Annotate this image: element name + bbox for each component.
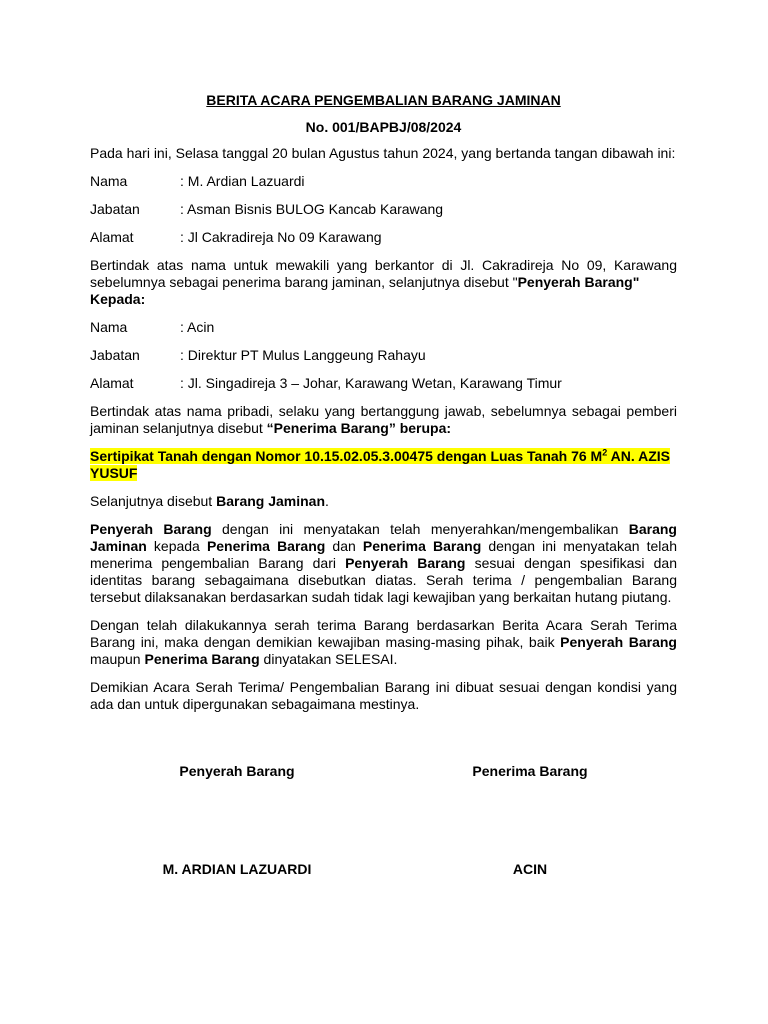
party2-address-label: Alamat	[90, 375, 134, 391]
highlight-sup: 2	[602, 447, 608, 458]
party2-position-value: : Direktur PT Mulus Langgeung Rahayu	[180, 347, 426, 363]
paragraph-party1-role	[90, 257, 677, 308]
party1-position-label: Jabatan	[90, 201, 140, 217]
para4-t6: dan	[325, 538, 363, 554]
para4-t2: dengan ini menyatakan telah menyerahkan/mengembalikan	[211, 521, 629, 537]
party1-name-value: : M. Ardian Lazuardi	[180, 173, 305, 189]
para5-t5: dinyatakan SELESAI.	[259, 651, 398, 667]
party1-position-row	[90, 201, 677, 218]
paragraph-closing: Demikian Acara Serah Terima/ Pengembalian Barang ini dibuat sesuai dengan kondisi yang ada dan untuk dipergunakan sebagaimana mestinya.	[90, 679, 677, 712]
collateral-description	[90, 448, 677, 482]
para3-bold: Barang Jaminan	[216, 493, 326, 509]
paragraph-handover	[90, 521, 677, 606]
para4-t1: Penyerah Barang	[90, 521, 212, 537]
para5-t1: Dengan telah dilakukannya serah terima Barang berdasarkan Berita Acara Serah Terima Barang ini, maka dengan demikian kewajiban masing-masing pihak, baik	[90, 617, 677, 650]
document-number: No. 001/BAPBJ/08/2024	[305, 119, 462, 135]
party2-name-row	[90, 319, 677, 336]
para5-t2: Penyerah Barang	[560, 634, 677, 650]
para4-t9: Penyerah Barang	[345, 555, 466, 571]
para5-t4: Penerima Barang	[144, 651, 260, 667]
paragraph-completion	[90, 617, 677, 668]
para4-t7: Penerima Barang	[362, 538, 482, 554]
signature-left-role: Penyerah Barang	[179, 763, 295, 779]
highlight-a: Sertipikat Tanah dengan Nomor 10.15.02.05.3.00475 dengan Luas Tanah 76 M	[90, 448, 603, 464]
party2-address-value: : Jl. Singadireja 3 – Johar, Karawang Wetan, Karawang Timur	[180, 375, 562, 391]
para5-t3: maupun	[90, 651, 145, 667]
para1-bold: Penyerah Barang"	[517, 274, 640, 290]
signature-right-role: Penerima Barang	[472, 763, 588, 779]
party2-position-label: Jabatan	[90, 347, 140, 363]
party2-position-row	[90, 347, 677, 364]
party1-position-value: : Asman Bisnis BULOG Kancab Karawang	[180, 201, 444, 217]
signature-right-name: ACIN	[512, 861, 548, 877]
para4-t4: kepada	[146, 538, 207, 554]
para4-t10: sesuai dengan spesifikasi dan identitas barang sebagaimana disebutkan diatas. Serah terima / pengembalian Barang tersebut dilaksanakan berdasarkan sudah tidak lagi kewajiban yang berkaitan hutang piutang.	[90, 555, 677, 605]
para4-t3: Barang Jaminan	[90, 521, 677, 554]
party1-name-label: Nama	[90, 173, 128, 189]
para1-kepada: Kepada:	[90, 291, 146, 307]
paragraph-collateral-ref	[90, 493, 677, 510]
para4-t8: dengan ini menyatakan telah menerima pengembalian Barang dari	[90, 538, 677, 571]
intro-text: Pada hari ini, Selasa tanggal 20 bulan Agustus tahun 2024, yang bertanda tangan dibawah ini:	[90, 145, 676, 161]
paragraph-party2-role	[90, 403, 677, 437]
para3-text: Selanjutnya disebut	[90, 493, 217, 509]
para4-t5: Penerima Barang	[206, 538, 326, 554]
party2-name-value: : Acin	[180, 319, 215, 335]
party2-address-row	[90, 375, 677, 392]
party1-name-row	[90, 173, 677, 190]
party1-address-row	[90, 229, 677, 246]
party1-address-label: Alamat	[90, 229, 134, 245]
para3-end: .	[325, 493, 329, 509]
para2-bold: “Penerima Barang” berupa:	[266, 420, 452, 436]
party2-name-label: Nama	[90, 319, 128, 335]
para2-text: Bertindak atas nama pribadi, selaku yang bertanggung jawab, sebelumnya sebagai pemberi jaminan selanjutnya disebut	[90, 403, 677, 436]
document-page	[90, 92, 677, 724]
signature-left-name: M. ARDIAN LAZUARDI	[162, 861, 312, 877]
highlight-b: AN. AZIS YUSUF	[90, 448, 670, 481]
party1-address-value: : Jl Cakradireja No 09 Karawang	[180, 229, 382, 245]
para1-text: Bertindak atas nama untuk mewakili yang berkantor di Jl. Cakradireja No 09, Karawang sebelumnya sebagai penerima barang jaminan, selanjutnya disebut "	[90, 257, 677, 290]
document-title: BERITA ACARA PENGEMBALIAN BARANG JAMINAN	[206, 92, 561, 108]
